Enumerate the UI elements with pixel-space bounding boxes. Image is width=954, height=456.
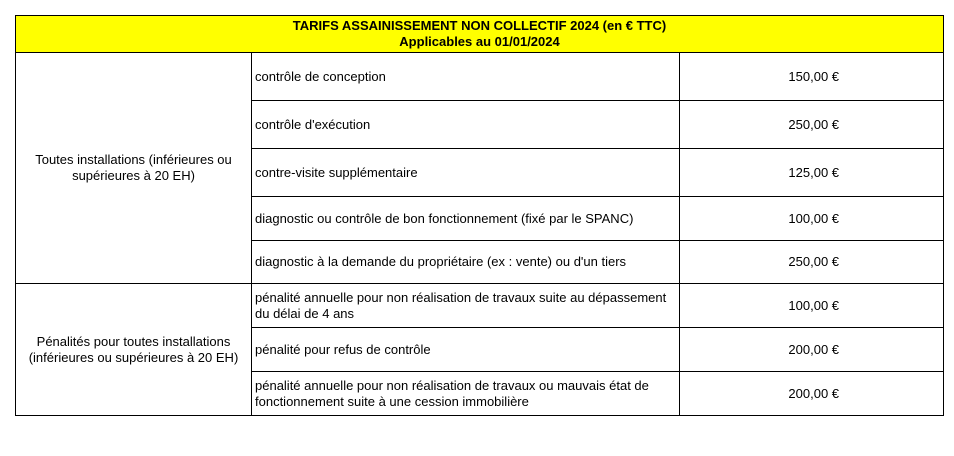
tariff-sheet — [15, 15, 943, 416]
row-description: pénalité annuelle pour non réalisation de travaux ou mauvais état de fonctionnement suite à une cession immobilière — [252, 372, 680, 416]
row-price: 100,00 € — [680, 197, 944, 241]
row-description: diagnostic à la demande du propriétaire (ex : vente) ou d'un tiers — [252, 241, 680, 284]
group-label-penalties: Pénalités pour toutes installations (inférieures ou supérieures à 20 EH) — [16, 284, 252, 416]
row-description: diagnostic ou contrôle de bon fonctionnement (fixé par le SPANC) — [252, 197, 680, 241]
row-description: contrôle de conception — [252, 53, 680, 101]
title-main: TARIFS ASSAINISSEMENT NON COLLECTIF 2024 (en € TTC) — [292, 18, 667, 33]
row-description: contre-visite supplémentaire — [252, 149, 680, 197]
table-title — [16, 16, 944, 53]
row-price: 250,00 € — [680, 241, 944, 284]
row-price: 200,00 € — [680, 372, 944, 416]
table-row — [16, 284, 944, 328]
row-description: contrôle d'exécution — [252, 101, 680, 149]
table-row — [16, 53, 944, 101]
tariff-table — [15, 15, 944, 416]
row-price: 200,00 € — [680, 328, 944, 372]
row-price: 125,00 € — [680, 149, 944, 197]
title-row — [16, 16, 944, 53]
row-price: 100,00 € — [680, 284, 944, 328]
row-price: 250,00 € — [680, 101, 944, 149]
row-description: pénalité pour refus de contrôle — [252, 328, 680, 372]
title-date: Applicables au 01/01/2024 — [399, 34, 560, 49]
group-label-installations: Toutes installations (inférieures ou supérieures à 20 EH) — [16, 53, 252, 284]
row-price: 150,00 € — [680, 53, 944, 101]
row-description: pénalité annuelle pour non réalisation de travaux suite au dépassement du délai de 4 ans — [252, 284, 680, 328]
